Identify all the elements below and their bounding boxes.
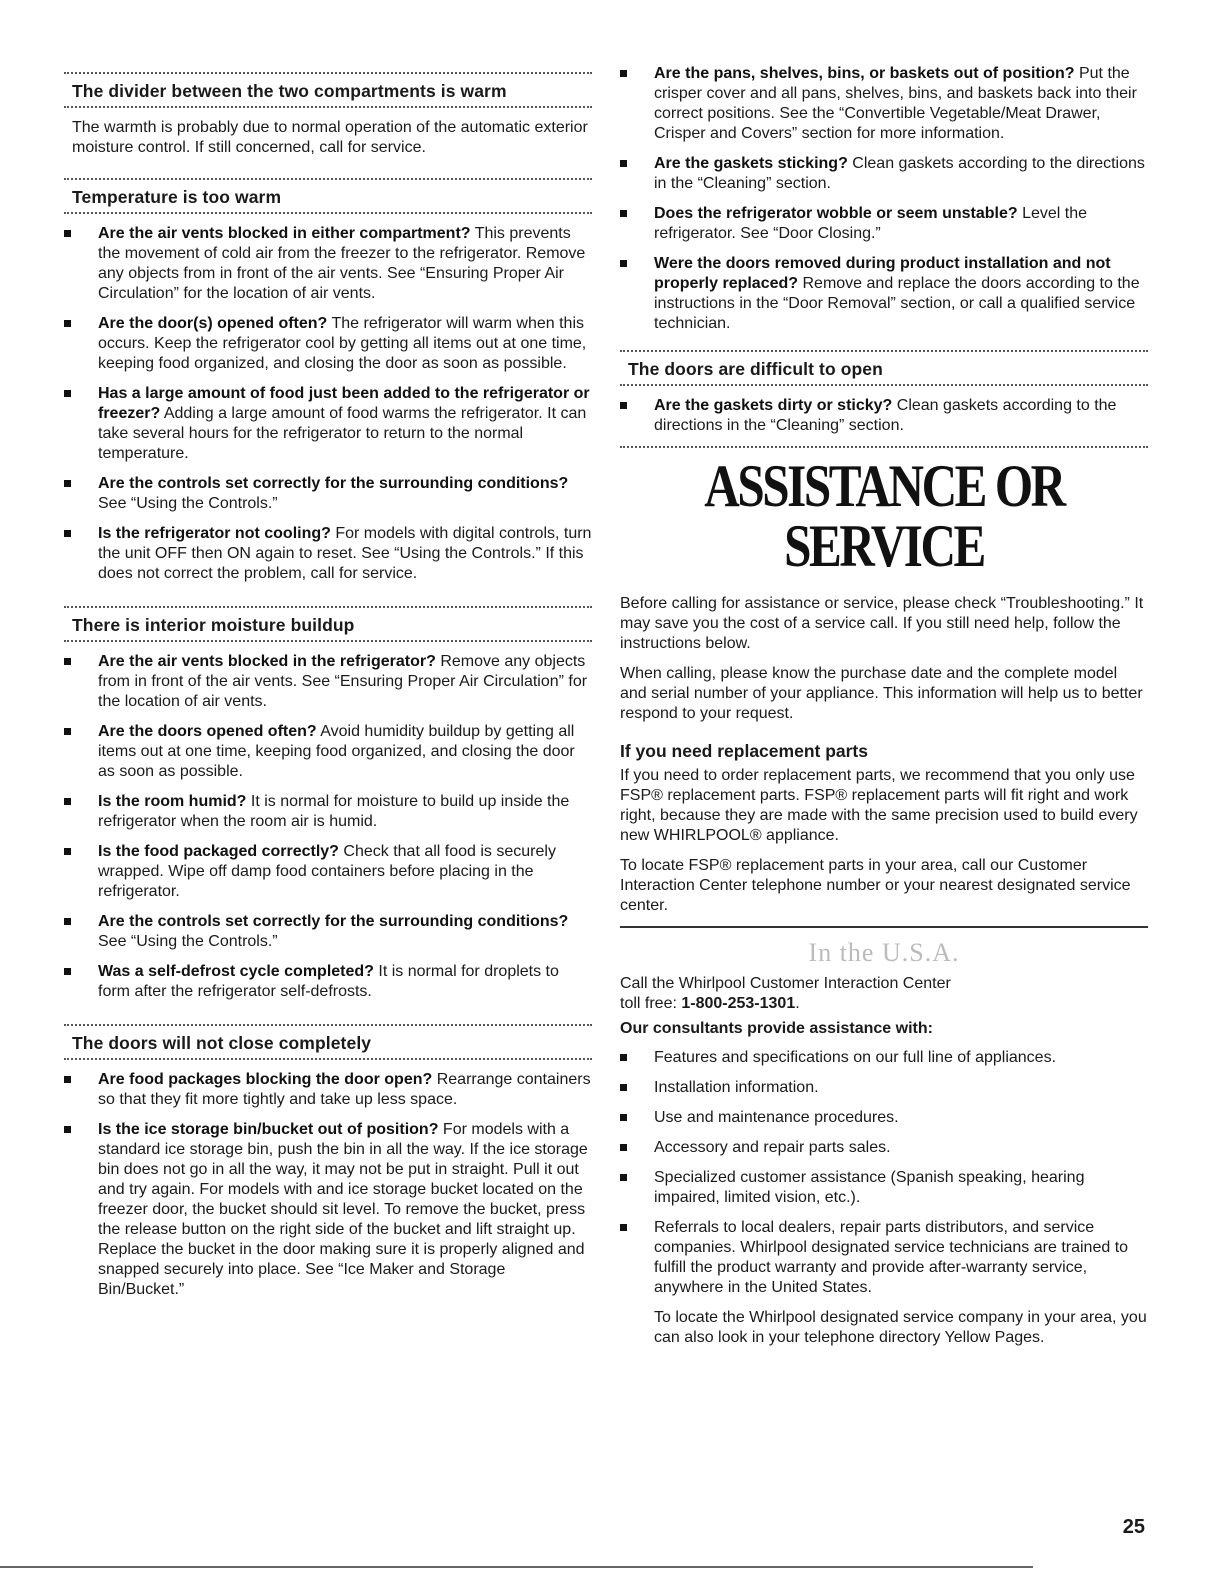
- list-item: [64, 842, 592, 902]
- bullet-icon: [64, 848, 71, 855]
- list-text: Features and specifications on our full line of appliances.: [654, 1049, 1057, 1066]
- question: Is the refrigerator not cooling?: [98, 525, 331, 542]
- answer: Clean gaskets according to the directions in the “Cleaning” section.: [654, 155, 1145, 192]
- section-text: The warmth is probably due to normal operation of the automatic exterior moisture control. If still concerned, call for service.: [72, 119, 588, 156]
- list-item: [64, 652, 592, 712]
- intro-paragraph-2: When calling, please know the purchase date and the complete model and serial number of your appliance. This information will help us to better respond to your request.: [620, 665, 1143, 722]
- answer: It is normal for droplets to form after the refrigerator self-defrosts.: [98, 963, 559, 1000]
- question: Are the pans, shelves, bins, or baskets out of position?: [654, 65, 1075, 82]
- list-item: [64, 1070, 592, 1110]
- list-text: Referrals to local dealers, repair parts distributors, and service companies. Whirlpool designated service technicians are trained to fulfill the product warranty and provide after-warranty service, anywhere in the United States.: [654, 1219, 1129, 1296]
- parts-paragraph-2: To locate FSP® replacement parts in your area, call our Customer Interaction Center telephone number or your nearest designated service center.: [620, 857, 1131, 914]
- phone-number: 1-800-253-1301: [681, 995, 796, 1012]
- section-doors-difficult: [620, 350, 1148, 448]
- answer: It is normal for moisture to build up inside the refrigerator when the room air is humid.: [98, 793, 570, 830]
- left-column: [64, 0, 592, 1310]
- bullet-icon: [64, 480, 71, 487]
- list-item: [64, 314, 592, 374]
- bullet-icon: [620, 402, 627, 409]
- question: Has a large amount of food just been added to the refrigerator or freezer?: [98, 385, 590, 422]
- list-item: [620, 1048, 1148, 1068]
- bullet-icon: [64, 968, 71, 975]
- bullet-icon: [64, 658, 71, 665]
- question: Are the door(s) opened often?: [98, 315, 328, 332]
- section-temperature: [64, 178, 592, 584]
- answer: Check that all food is securely wrapped. Wipe off damp food containers before placing in the refrigerator.: [98, 843, 556, 900]
- question: Are food packages blocking the door open?: [98, 1071, 433, 1088]
- question: Are the air vents blocked in the refrigerator?: [98, 653, 436, 670]
- page-number: 25: [1122, 1516, 1145, 1538]
- answer: Remove and replace the doors according to the instructions in the “Door Removal” section, or call a qualified service technician.: [654, 275, 1140, 332]
- list-item: [64, 384, 592, 464]
- usa-heading: In the U.S.A.: [808, 938, 960, 967]
- question: Are the controls set correctly for the surrounding conditions?: [98, 913, 569, 930]
- answer: Remove any objects from in front of the air vents. See “Ensuring Proper Air Circulation” for the location of air vents.: [98, 653, 588, 710]
- section-header: [620, 350, 1148, 386]
- section-header: [64, 606, 592, 642]
- call-info: [620, 974, 1148, 1014]
- list-item: [620, 396, 1148, 436]
- bullet-list: [64, 652, 592, 1002]
- bullet-icon: [64, 230, 71, 237]
- question: Are the gaskets sticking?: [654, 155, 848, 172]
- question: Does the refrigerator wobble or seem unstable?: [654, 205, 1018, 222]
- section-header: [64, 1024, 592, 1060]
- list-text: Accessory and repair parts sales.: [654, 1139, 891, 1156]
- question: Are the doors opened often?: [98, 723, 317, 740]
- question: Was a self-defrost cycle completed?: [98, 963, 374, 980]
- bottom-rule: [0, 1566, 1033, 1568]
- list-item: [620, 204, 1148, 244]
- answer: Avoid humidity buildup by getting all items out at one time, keeping food organized, and closing the door as soon as possible.: [98, 723, 575, 780]
- parts-heading: If you need replacement parts: [620, 741, 868, 761]
- bullet-icon: [64, 918, 71, 925]
- bullet-list: [620, 64, 1148, 334]
- bullet-icon: [620, 70, 627, 77]
- list-item: [64, 962, 592, 1002]
- question: Is the food packaged correctly?: [98, 843, 339, 860]
- intro-paragraph: Before calling for assistance or service, please check “Troubleshooting.” It may save you the cost of a service call. If you still need help, follow the instructions below.: [620, 595, 1144, 652]
- bullet-icon: [64, 1126, 71, 1133]
- answer: Adding a large amount of food warms the refrigerator. It can take several hours for the refrigerator to return to the normal temperature.: [98, 405, 587, 462]
- consultants-heading: Our consultants provide assistance with:: [620, 1020, 933, 1037]
- answer: For models with digital controls, turn the unit OFF then ON again to reset. See “Using the Controls.” If this does not correct the problem, call for service.: [98, 525, 592, 582]
- bullet-icon: [620, 1084, 627, 1091]
- list-item: [64, 524, 592, 584]
- answer: See “Using the Controls.”: [98, 933, 278, 950]
- list-text: Installation information.: [654, 1079, 819, 1096]
- right-column: [620, 0, 1148, 1358]
- answer: See “Using the Controls.”: [98, 495, 278, 512]
- answer: This prevents the movement of cold air from the freezer to the refrigerator. Remove any objects from in front of the air vents. See “Ensuring Proper Air Circulation” for the location of air vents.: [98, 225, 586, 302]
- list-item: [64, 474, 592, 514]
- bullet-icon: [620, 1114, 627, 1121]
- section-doors-not-close: [64, 1024, 592, 1300]
- section-title: The doors will not close completely: [72, 1033, 372, 1053]
- list-item: [620, 1168, 1148, 1208]
- bullet-icon: [620, 210, 627, 217]
- section-header: [64, 178, 592, 214]
- bullet-icon: [64, 798, 71, 805]
- answer: For models with a standard ice storage bin, push the bin in all the way. If the ice storage bin does not go in all the way, it may not be put in straight. Pull it out and try again. For models with and ice storage bucket located on the freezer door, the bucket should sit level. To remove the bucket, press the release button on the right side of the bucket and lift straight up. Replace the bucket in the door making sure it is properly aligned and snapped securely into place. See “Ice Maker and Storage Bin/Bucket.”: [98, 1121, 588, 1298]
- bullet-icon: [620, 1144, 627, 1151]
- bullet-icon: [620, 1054, 627, 1061]
- closing-paragraph: To locate the Whirlpool designated service company in your area, you can also look in your telephone directory Yellow Pages.: [654, 1309, 1147, 1346]
- phone-suffix: .: [795, 995, 800, 1012]
- section-title: Temperature is too warm: [72, 187, 282, 207]
- bullet-list: [64, 1070, 592, 1300]
- question: Is the ice storage bin/bucket out of position?: [98, 1121, 439, 1138]
- divider: [620, 446, 1148, 448]
- section-title: The doors are difficult to open: [628, 359, 883, 379]
- list-item: [64, 1120, 592, 1300]
- bullet-icon: [620, 1174, 627, 1181]
- question: Are the air vents blocked in either compartment?: [98, 225, 471, 242]
- list-text: Specialized customer assistance (Spanish speaking, hearing impaired, limited vision, etc.).: [654, 1169, 1085, 1206]
- list-item: [64, 912, 592, 952]
- list-item: [620, 1078, 1148, 1098]
- answer: The refrigerator will warm when this occurs. Keep the refrigerator cool by getting all items out at one time, keeping food organized, and closing the door as soon as possible.: [98, 315, 587, 372]
- bullet-icon: [64, 390, 71, 397]
- consultants-list: [620, 1048, 1148, 1298]
- section-title: There is interior moisture buildup: [72, 615, 355, 635]
- bullet-list: [620, 396, 1148, 436]
- section-divider-warm: [64, 72, 592, 158]
- list-item: [620, 64, 1148, 144]
- list-item: [620, 254, 1148, 334]
- list-item: [64, 224, 592, 304]
- bullet-icon: [620, 160, 627, 167]
- list-item: [620, 154, 1148, 194]
- page-title: ASSISTANCE OR SERVICE: [704, 453, 1064, 579]
- section-moisture: [64, 606, 592, 1002]
- list-item: [620, 1218, 1148, 1298]
- answer: Put the crisper cover and all pans, shelves, bins, and baskets back into their correct positions. See the “Convertible Vegetable/Meat Drawer, Crisper and Covers” section for more information.: [654, 65, 1137, 142]
- list-item: [64, 792, 592, 832]
- bullet-icon: [64, 530, 71, 537]
- question: Are the gaskets dirty or sticky?: [654, 397, 893, 414]
- question: Are the controls set correctly for the surrounding conditions?: [98, 475, 569, 492]
- bullet-icon: [64, 728, 71, 735]
- section-header: [64, 72, 592, 108]
- list-item: [620, 1108, 1148, 1128]
- answer: Rearrange containers so that they fit more tightly and take up less space.: [98, 1071, 591, 1108]
- toll-free-label: toll free:: [620, 995, 682, 1012]
- answer: Clean gaskets according to the directions in the “Cleaning” section.: [654, 397, 1117, 434]
- divider: [620, 926, 1148, 928]
- call-line: Call the Whirlpool Customer Interaction Center: [620, 975, 951, 992]
- question: Were the doors removed during product installation and not properly replaced?: [654, 255, 1111, 292]
- list-item: [620, 1138, 1148, 1158]
- section-title: The divider between the two compartments is warm: [72, 81, 507, 101]
- bullet-list: [64, 224, 592, 584]
- parts-paragraph: If you need to order replacement parts, we recommend that you only use FSP® replacement parts. FSP® replacement parts will fit right and work right, because they are made with the same precision used to build every new WHIRLPOOL® appliance.: [620, 767, 1138, 844]
- question: Is the room humid?: [98, 793, 247, 810]
- bullet-icon: [620, 260, 627, 267]
- list-text: Use and maintenance procedures.: [654, 1109, 899, 1126]
- answer: Level the refrigerator. See “Door Closing.”: [654, 205, 1088, 242]
- bullet-icon: [64, 1076, 71, 1083]
- list-item: [64, 722, 592, 782]
- bullet-icon: [620, 1224, 627, 1231]
- bullet-icon: [64, 320, 71, 327]
